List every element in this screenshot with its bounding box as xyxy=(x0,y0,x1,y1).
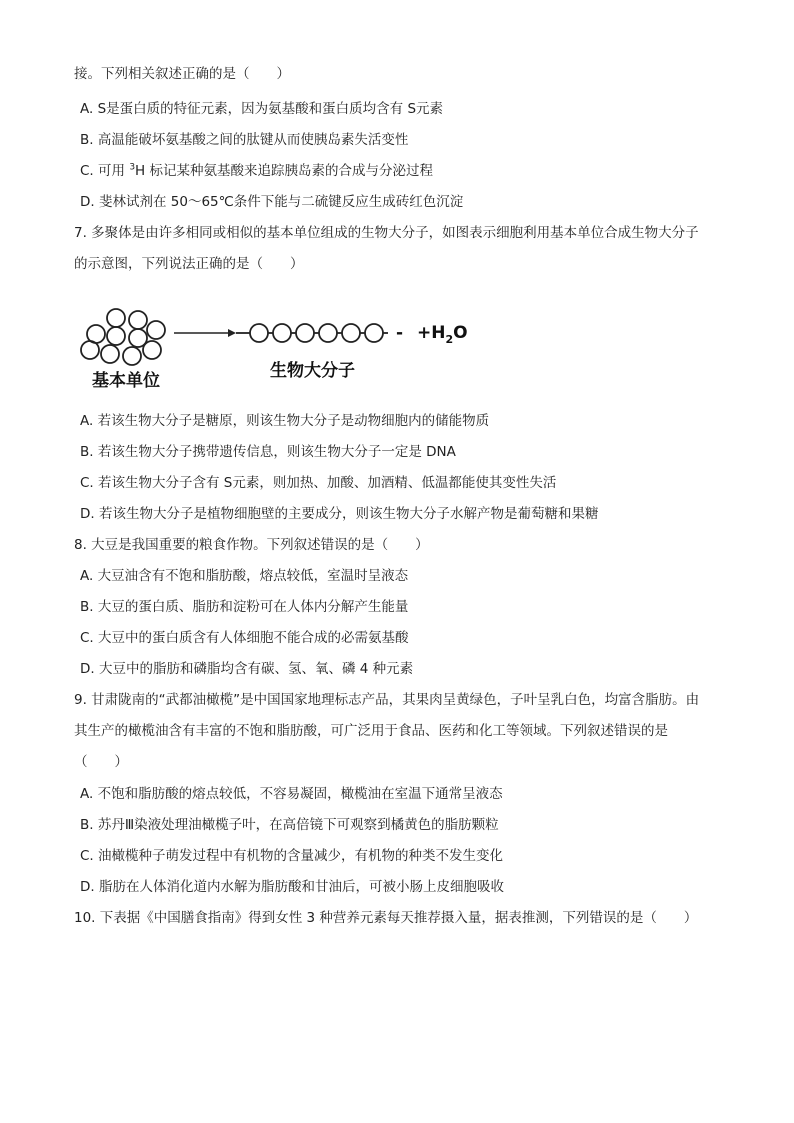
option-a: A. S是蛋白质的特征元素，因为氨基酸和蛋白质均含有 S元素 xyxy=(80,101,444,117)
water-product xyxy=(417,323,468,346)
option-c xyxy=(80,162,433,180)
option-c-suffix: H 标记某种氨基酸来追踪胰岛素的合成与分泌过程 xyxy=(135,163,433,179)
option-b: B. 大豆的蛋白质、脂肪和淀粉可在人体内分解产生能量 xyxy=(80,599,409,615)
option-a: A. 大豆油含有不饱和脂肪酸，熔点较低，室温时呈液态 xyxy=(80,568,409,584)
water-plus-h: +H xyxy=(417,323,446,343)
option-d: D. 斐林试剂在 50～65℃条件下能与二硫键反应生成砖红色沉淀 xyxy=(80,194,464,210)
option-b: B. 若该生物大分子携带遗传信息，则该生物大分子一定是 DNA xyxy=(80,444,456,460)
superscript-3: 3 xyxy=(129,162,136,173)
option-c: C. 大豆中的蛋白质含有人体细胞不能合成的必需氨基酸 xyxy=(80,630,409,646)
question-8: 8. 大豆是我国重要的粮食作物。下列叙述错误的是（ ） xyxy=(74,537,429,553)
option-c: C. 若该生物大分子含有 S元素，则加热、加酸、加酒精、低温都能使其变性失活 xyxy=(80,475,557,491)
question-7-cont: 的示意图，下列说法正确的是（ ） xyxy=(74,256,304,272)
question-9-paren: （ ） xyxy=(74,754,128,770)
water-subscript: 2 xyxy=(445,333,454,346)
question-9: 9. 甘肃陇南的“武都油橄榄”是中国国家地理标志产品，其果肉呈黄绿色，子叶呈乳白色，均富含脂肪。由 xyxy=(74,692,700,708)
chain-dash: - xyxy=(396,323,404,343)
option-d: D. 脂肪在人体消化道内水解为脂肪酸和甘油后，可被小肠上皮细胞吸收 xyxy=(80,879,504,895)
option-d: D. 若该生物大分子是植物细胞壁的主要成分，则该生物大分子水解产物是葡萄糖和果糖 xyxy=(80,506,599,522)
monomer-cluster xyxy=(81,309,165,365)
arrow xyxy=(174,329,236,337)
polymer-chain xyxy=(236,324,388,342)
option-b: B. 高温能破坏氨基酸之间的肽键从而使胰岛素失活变性 xyxy=(80,132,409,148)
water-o: O xyxy=(453,323,468,343)
option-b: B. 苏丹Ⅲ染液处理油橄榄子叶，在高倍镜下可观察到橘黄色的脂肪颗粒 xyxy=(80,817,499,833)
option-d: D. 大豆中的脂肪和磷脂均含有碳、氢、氧、磷 4 种元素 xyxy=(80,661,414,677)
polymer-label: 生物大分子 xyxy=(270,361,355,381)
option-a: A. 不饱和脂肪酸的熔点较低，不容易凝固，橄榄油在室温下通常呈液态 xyxy=(80,786,503,802)
question-10: 10. 下表据《中国膳食指南》得到女性 3 种营养元素每天推荐摄入量，据表推测，下列错误的是（ ） xyxy=(74,910,698,926)
text-line: 接。下列相关叙述正确的是（ ） xyxy=(74,66,290,82)
question-7: 7. 多聚体是由许多相同或相似的基本单位组成的生物大分子，如图表示细胞利用基本单位合成生物大分子 xyxy=(74,225,699,241)
question-9-cont: 其生产的橄榄油含有丰富的不饱和脂肪酸，可广泛用于食品、医药和化工等领域。下列叙述错误的是 xyxy=(74,723,668,739)
synthesis-figure xyxy=(80,300,480,400)
monomer-label: 基本单位 xyxy=(92,371,160,391)
synthesis-diagram xyxy=(80,300,480,400)
option-c-prefix: C. 可用 xyxy=(80,163,130,179)
option-a: A. 若该生物大分子是糖原，则该生物大分子是动物细胞内的储能物质 xyxy=(80,413,490,429)
option-c: C. 油橄榄种子萌发过程中有机物的含量减少，有机物的种类不发生变化 xyxy=(80,848,504,864)
